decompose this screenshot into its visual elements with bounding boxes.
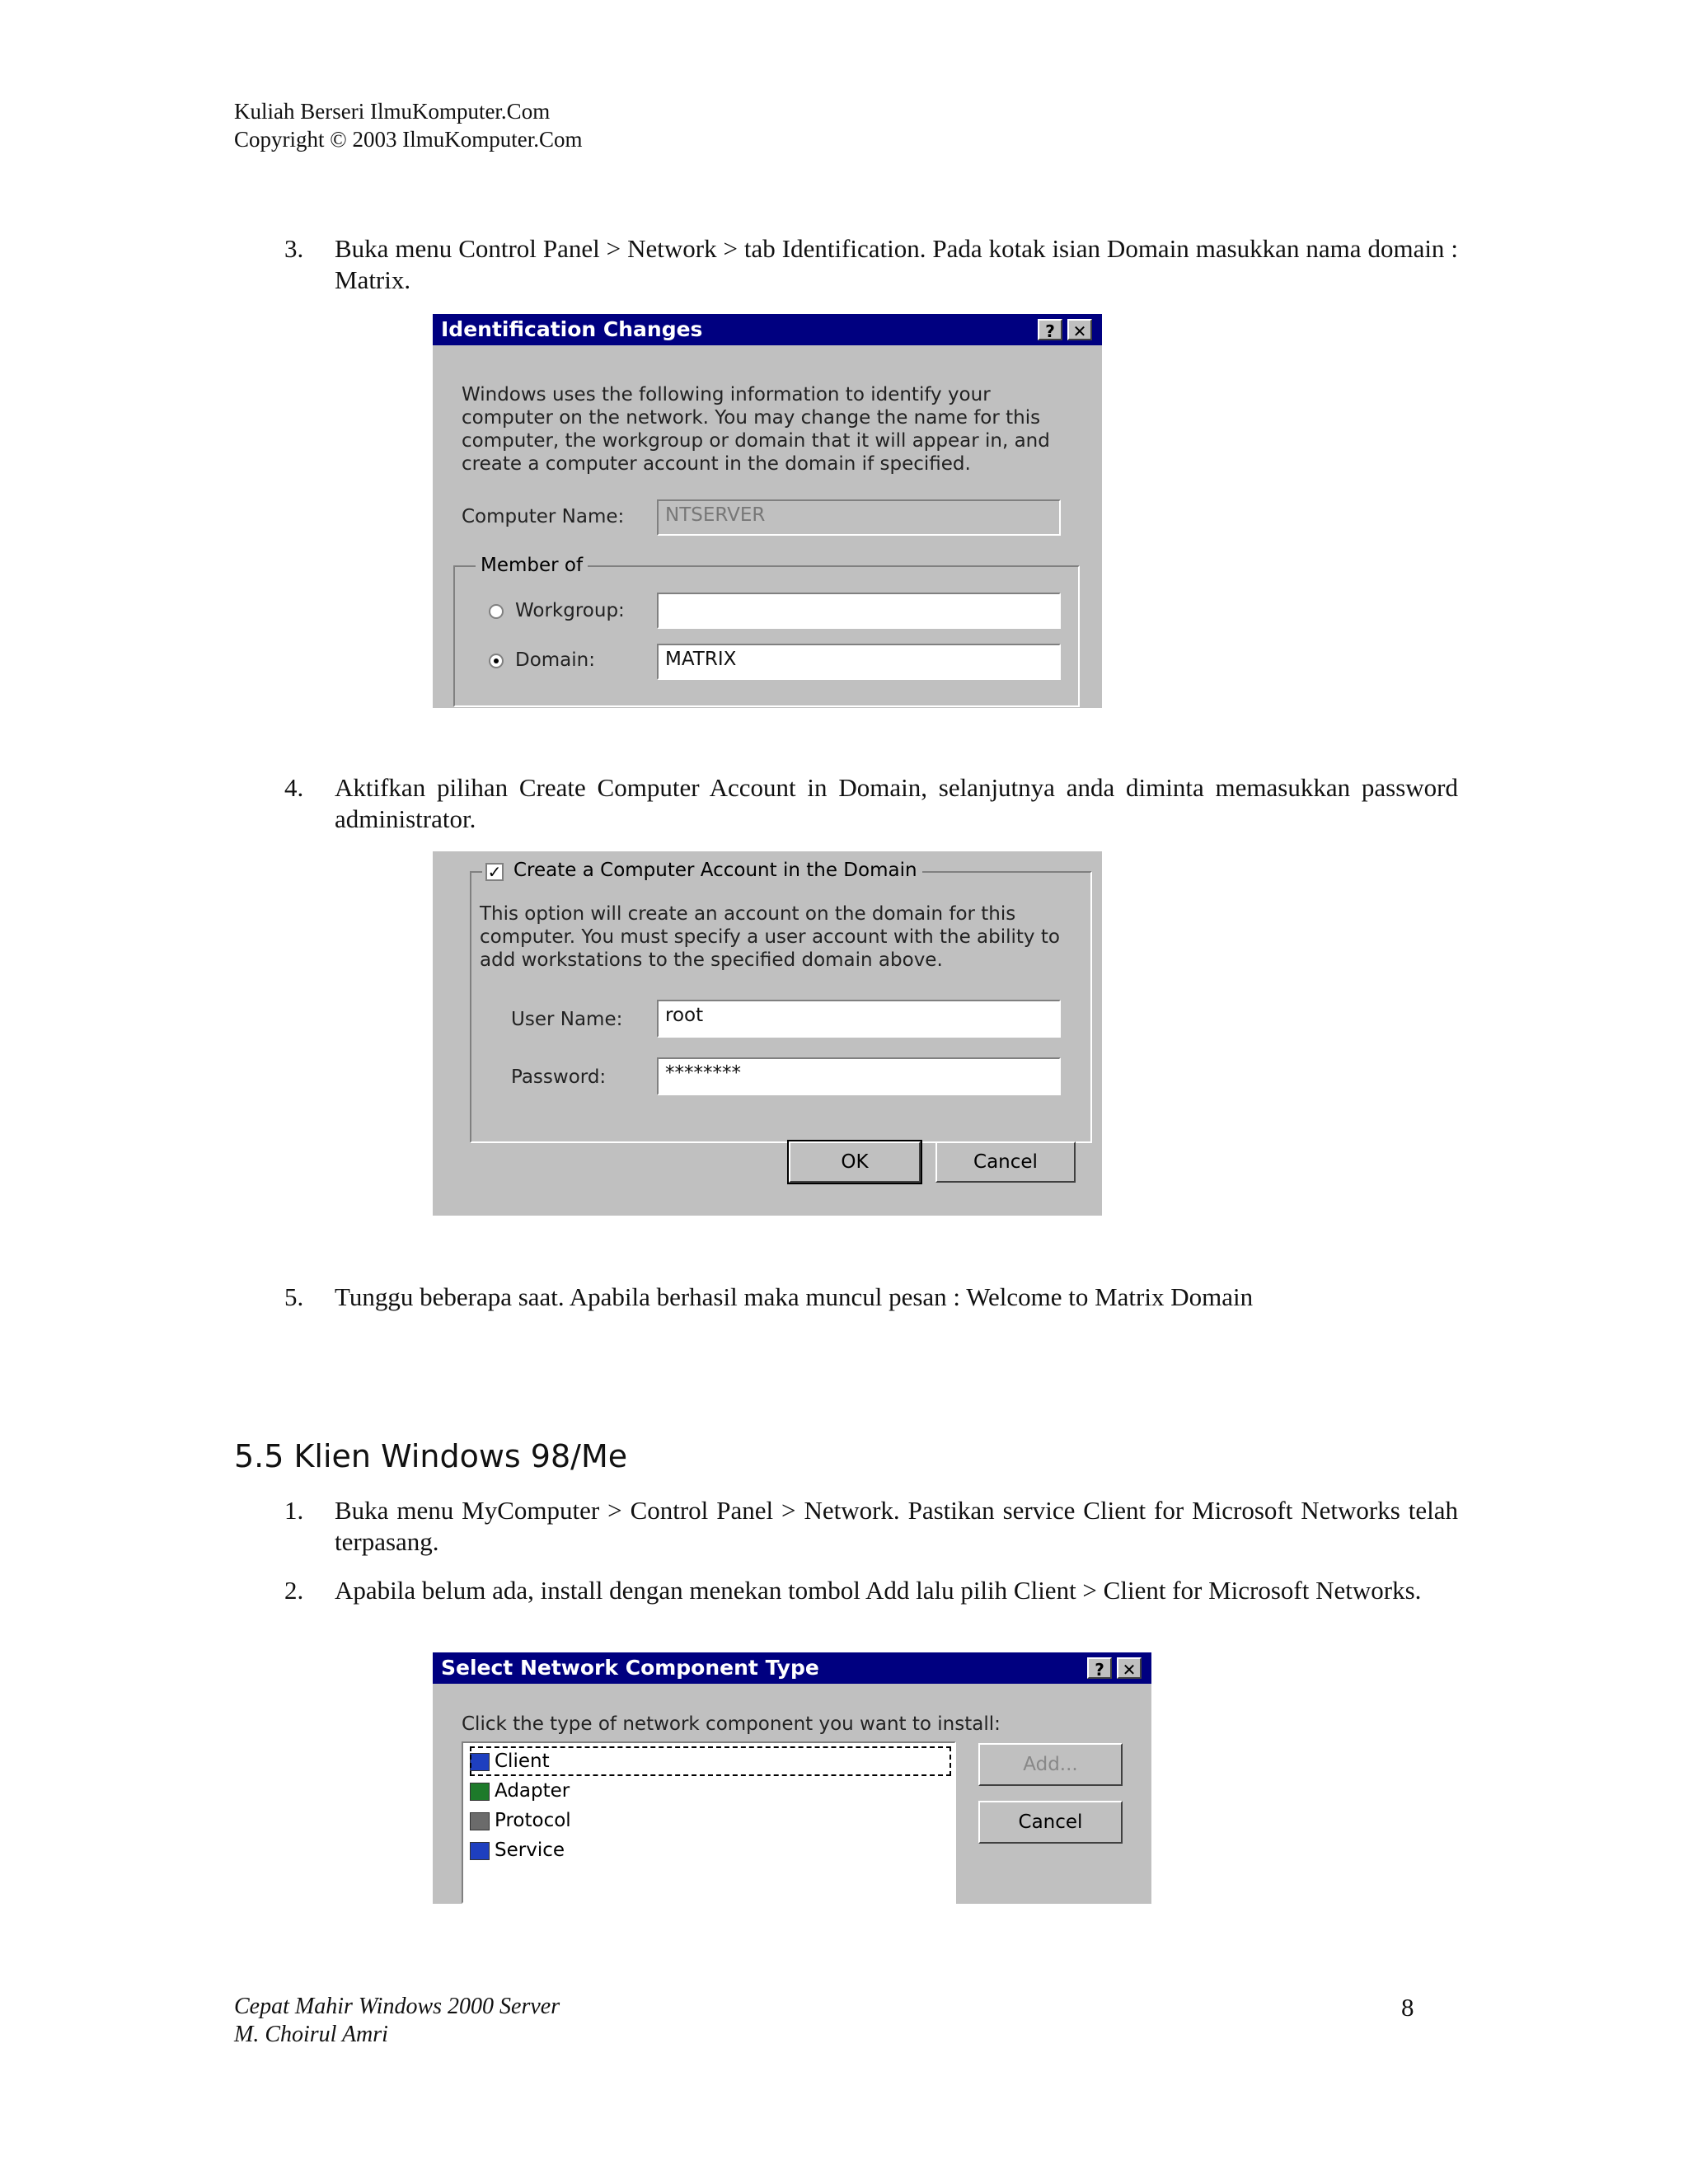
create-account-checkbox[interactable]: ✓ [485,863,504,881]
dialog-title: Select Network Component Type [441,1656,819,1680]
list-item-adapter[interactable] [470,1776,570,1806]
create-account-description: This option will create an account on the domain for this computer. You must specify a user account with the ability to add workstations to the specified domain above. [480,903,1060,971]
footer-author: M. Choirul Amri [234,2022,388,2047]
password-label: Password: [511,1066,607,1088]
dialog-prompt: Click the type of network component you want to install: [462,1713,1001,1735]
list-item-label: Service [495,1840,565,1861]
list-item-step-5 [284,1282,1458,1313]
page-header [234,97,583,153]
step-text: Apabila belum ada, install dengan menekan tombol Add lalu pilih Client > Client for Microsoft Networks. [335,1576,1422,1605]
list-item-label: Adapter [495,1780,570,1802]
close-icon[interactable]: ✕ [1117,1657,1142,1679]
list-item-protocol[interactable] [470,1806,571,1835]
computer-name-field: NTSERVER [657,499,1061,536]
section-heading: 5.5 Klien Windows 98/Me [234,1438,628,1474]
help-icon[interactable]: ? [1038,319,1062,340]
cancel-button[interactable]: Cancel [978,1801,1123,1844]
user-name-label: User Name: [511,1009,623,1030]
identification-changes-dialog [433,314,1102,708]
client-icon [470,1753,490,1771]
step-number: 5. [284,1282,304,1311]
user-name-field[interactable]: root [657,1000,1061,1038]
component-type-list[interactable] [462,1741,956,1904]
dialog-title: Identification Changes [441,317,703,341]
page-number: 8 [1401,1993,1414,2022]
service-icon [470,1842,490,1860]
header-line-1: Kuliah Berseri IlmuKomputer.Com [234,99,551,124]
close-icon[interactable]: ✕ [1067,319,1092,340]
create-account-dialog [433,851,1102,1216]
protocol-icon [470,1812,490,1830]
select-network-component-dialog [433,1652,1151,1904]
add-button[interactable]: Add... [978,1743,1123,1786]
step-number: 4. [284,773,304,802]
step-text: Tunggu beberapa saat. Apabila berhasil maka muncul pesan : Welcome to Matrix Domain [335,1282,1254,1311]
list-item-step-2 [284,1575,1458,1606]
footer-book-title: Cepat Mahir Windows 2000 Server [234,1994,560,2019]
help-icon[interactable]: ? [1087,1657,1112,1679]
step-number: 3. [284,234,304,263]
dialog-title-bar [433,1652,1151,1684]
list-item-step-3 [284,233,1458,296]
workgroup-label: Workgroup: [515,600,625,621]
list-item-label: Protocol [495,1810,571,1831]
domain-label: Domain: [515,649,595,671]
domain-field[interactable]: MATRIX [657,644,1061,680]
cancel-button[interactable]: Cancel [935,1141,1076,1183]
step-text: Buka menu MyComputer > Control Panel > Network. Pastikan service Client for Microsoft Networks telah terpasang. [335,1496,1458,1556]
header-line-2: Copyright © 2003 IlmuKomputer.Com [234,127,583,152]
password-field[interactable]: ******** [657,1057,1061,1095]
adapter-icon [470,1783,490,1801]
ok-button[interactable]: OK [789,1141,921,1183]
step-text: Buka menu Control Panel > Network > tab Identification. Pada kotak isian Domain masukkan nama domain : Matrix. [335,234,1458,294]
list-item-step-4 [284,772,1458,835]
workgroup-radio[interactable] [489,604,504,619]
computer-name-label: Computer Name: [462,506,625,527]
list-item-service[interactable] [470,1835,565,1865]
step-number: 1. [284,1496,304,1525]
dialog-title-bar [433,314,1102,345]
member-of-label: Member of [476,555,588,576]
member-of-group [453,565,1080,707]
step-text: Aktifkan pilihan Create Computer Account in Domain, selanjutnya anda diminta memasukkan password administrator. [335,773,1458,833]
page-footer [234,1993,560,2049]
create-account-group-label [482,860,922,881]
create-account-checkbox-label: Create a Computer Account in the Domain [513,860,917,881]
list-item-step-1 [284,1495,1458,1558]
list-item-label: Client [495,1750,550,1772]
step-number: 2. [284,1576,304,1605]
list-item-client[interactable] [470,1746,951,1776]
domain-radio[interactable] [489,654,504,668]
dialog-intro-text: Windows uses the following information to identify your computer on the network. You may change the name for this computer, the workgroup or domain that it will appear in, and create a computer account in the domain if specified. [462,384,1050,475]
workgroup-field[interactable] [657,593,1061,629]
